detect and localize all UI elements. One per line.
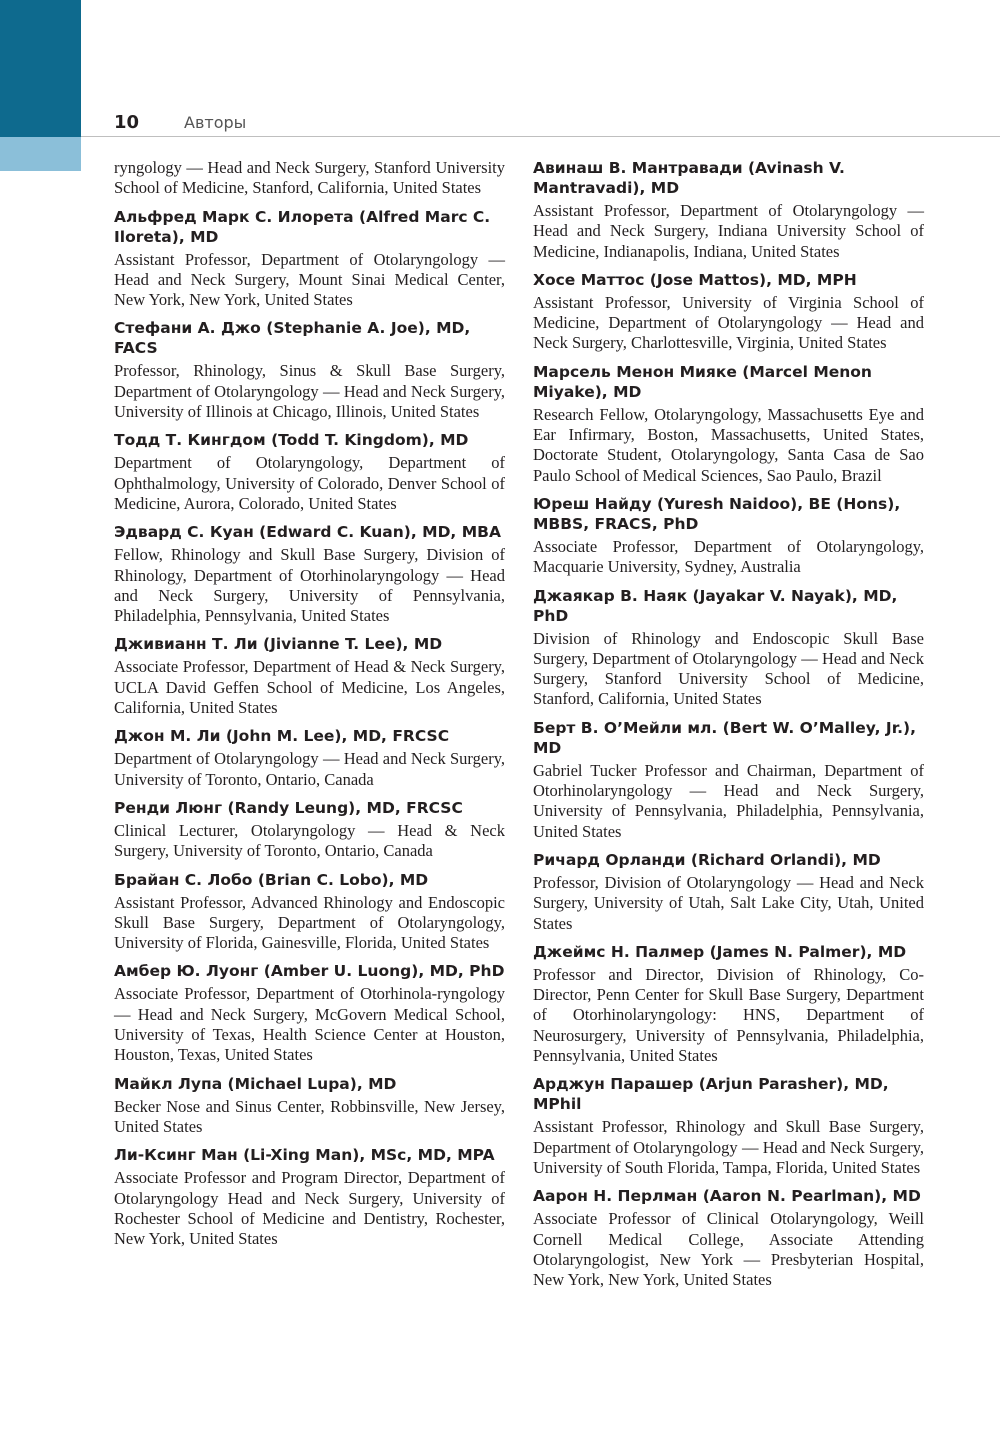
author-entry	[114, 726, 505, 790]
author-name: Аарон Н. Перлман (Aaron N. Pearlman), MD	[533, 1187, 921, 1206]
author-name: Марсель Менон Мияке (Marcel Menon Miyake), MD	[533, 362, 872, 401]
author-name: Хосе Маттос (Jose Mattos), MD, MPH	[533, 270, 857, 289]
author-entry	[114, 430, 505, 514]
author-entry	[533, 494, 924, 578]
author-affiliation: Research Fellow, Otolaryngology, Massachusetts Eye and Ear Infirmary, Boston, Massachusetts, United States, Doctorate Student, Otolaryngology, Santa Casa de Sao Paulo School of Medical Sciences, Sao Paulo, Brazil	[533, 404, 924, 485]
author-name: Джеймс Н. Палмер (James N. Palmer), MD	[533, 942, 907, 961]
author-affiliation: Fellow, Rhinology and Skull Base Surgery, Division of Rhinology, Department of Otorhinolaryngology — Head and Neck Surgery, University of Pennsylvania, Philadelphia, Pennsylvania, United States	[114, 545, 505, 626]
author-entry	[114, 1145, 505, 1249]
author-name: Дживианн Т. Ли (Jivianne T. Lee), MD	[114, 635, 443, 654]
author-entry	[114, 634, 505, 718]
author-name: Берт В. О’Мейли мл. (Bert W. O’Malley, Jr.), MD	[533, 718, 916, 757]
author-affiliation: Assistant Professor, University of Virginia School of Medicine, Department of Otolaryngology — Head and Neck Surgery, Charlottesville, Virginia, United States	[533, 292, 924, 353]
page-number: 10	[114, 112, 140, 133]
corner-tab-dark	[0, 0, 81, 137]
author-affiliation: Associate Professor of Clinical Otolaryngology, Weill Cornell Medical College, Associate Attending Otolaryngologist, New York — Presbyterian Hospital, New York, New York, United States	[533, 1209, 924, 1290]
author-affiliation: Assistant Professor, Department of Otolaryngology — Head and Neck Surgery, Mount Sinai Medical Center, New York, New York, United States	[114, 249, 505, 310]
author-entry	[533, 1186, 924, 1290]
author-name: Тодд Т. Кингдом (Todd T. Kingdom), MD	[114, 431, 469, 450]
author-entry	[114, 318, 505, 422]
author-affiliation: Professor, Rhinology, Sinus & Skull Base Surgery, Department of Otolaryngology — Head and Neck Surgery, University of Illinois at Chicago, Illinois, United States	[114, 361, 505, 422]
author-affiliation: Associate Professor and Program Director, Department of Otolaryngology Head and Neck Surgery, University of Rochester School of Medicine and Dentistry, Rochester, New York, United States	[114, 1168, 505, 1249]
author-affiliation: ryngology — Head and Neck Surgery, Stanford University School of Medicine, Stanford, California, United States	[114, 158, 505, 198]
author-entry	[533, 850, 924, 934]
author-affiliation: Assistant Professor, Rhinology and Skull Base Surgery, Department of Otolaryngology — Head and Neck Surgery, University of South Florida, Tampa, Florida, United States	[533, 1117, 924, 1177]
author-name: Майкл Лупа (Michael Lupa), MD	[114, 1074, 397, 1093]
author-affiliation: Gabriel Tucker Professor and Chairman, Department of Otorhinolaryngology — Head and Neck Surgery, University of Pennsylvania, Philadelphia, Pennsylvania, United States	[533, 760, 924, 841]
author-affiliation: Assistant Professor, Department of Otolaryngology — Head and Neck Surgery, Indiana University School of Medicine, Indianapolis, Indiana, United States	[533, 201, 924, 261]
author-affiliation: Becker Nose and Sinus Center, Robbinsville, New Jersey, United States	[114, 1096, 505, 1136]
author-affiliation: Division of Rhinology and Endoscopic Skull Base Surgery, Department of Otolaryngology — Head and Neck Surgery, Stanford University School of Medicine, Stanford, California, United States	[533, 628, 924, 709]
author-name: Альфред Марк С. Илорета (Alfred Marc C. Iloreta), MD	[114, 207, 491, 246]
author-affiliation: Associate Professor, Department of Otorhinola-ryngology — Head and Neck Surgery, McGovern Medical School, University of Texas, Health Science Center at Houston, Houston, Texas, United States	[114, 984, 505, 1065]
author-entry	[533, 158, 924, 262]
author-entry	[533, 942, 924, 1066]
author-entry	[533, 718, 924, 842]
author-name: Ли-Ксинг Ман (Li-Xing Man), MSc, MD, MPA	[114, 1146, 495, 1165]
author-entry	[533, 1074, 924, 1178]
author-affiliation: Professor, Division of Otolaryngology — Head and Neck Surgery, University of Utah, Salt Lake City, Utah, United States	[533, 872, 924, 933]
author-name: Стефани А. Джо (Stephanie A. Joe), MD, FACS	[114, 319, 471, 358]
author-name: Джон М. Ли (John M. Lee), MD, FRCSC	[114, 727, 450, 746]
author-name: Арджун Парашер (Arjun Parasher), MD, MPhil	[533, 1075, 889, 1114]
author-name: Юреш Найду (Yuresh Naidoo), BE (Hons), MBBS, FRACS, PhD	[533, 494, 901, 533]
continued-affiliation	[114, 158, 505, 199]
author-affiliation: Department of Otolaryngology — Head and Neck Surgery, University of Toronto, Ontario, Canada	[114, 749, 505, 789]
author-entry	[533, 362, 924, 486]
author-entry	[114, 798, 505, 862]
author-entry	[533, 586, 924, 710]
right-column	[533, 158, 924, 1298]
author-entry	[533, 270, 924, 354]
left-entries	[114, 207, 505, 1250]
author-name: Ренди Люнг (Randy Leung), MD, FRCSC	[114, 798, 463, 817]
left-column	[114, 158, 505, 1257]
author-affiliation: Department of Otolaryngology, Department of Ophthalmology, University of Colorado, Denver School of Medicine, Aurora, Colorado, United States	[114, 453, 505, 513]
author-name: Брайан С. Лобо (Brian C. Lobo), MD	[114, 870, 429, 889]
author-entry	[114, 1074, 505, 1138]
author-name: Ричард Орланди (Richard Orlandi), MD	[533, 850, 881, 869]
author-name: Эдвард С. Куан (Edward C. Kuan), MD, MBA	[114, 523, 501, 542]
author-name: Авинаш В. Мантравади (Avinash V. Mantravadi), MD	[533, 159, 845, 197]
author-affiliation: Assistant Professor, Advanced Rhinology and Endoscopic Skull Base Surgery, Department of Otolaryngology, University of Florida, Gainesville, Florida, United States	[114, 892, 505, 953]
author-name: Джаякар В. Наяк (Jayakar V. Nayak), MD, PhD	[533, 586, 898, 625]
author-entry	[114, 961, 505, 1065]
author-affiliation: Professor and Director, Division of Rhinology, Co-Director, Penn Center for Skull Base Surgery, Department of Otorhinolaryngology: HNS, Department of Neurosurgery, University of Pennsylvania, Philadelphia, Pennsylvania, United States	[533, 964, 924, 1066]
author-affiliation: Associate Professor, Department of Otolaryngology, Macquarie University, Sydney, Australia	[533, 536, 924, 577]
author-entry	[114, 870, 505, 954]
author-name: Амбер Ю. Луонг (Amber U. Luong), MD, PhD	[114, 962, 505, 981]
corner-tab-light	[0, 137, 81, 171]
author-entry	[114, 522, 505, 626]
right-entries	[533, 158, 924, 1290]
running-head: Авторы	[184, 113, 247, 132]
author-affiliation: Clinical Lecturer, Otolaryngology — Head & Neck Surgery, University of Toronto, Ontario, Canada	[114, 820, 505, 861]
author-affiliation: Associate Professor, Department of Head & Neck Surgery, UCLA David Geffen School of Medicine, Los Angeles, California, United States	[114, 657, 505, 718]
author-entry	[114, 207, 505, 311]
header-rule	[81, 136, 1000, 137]
